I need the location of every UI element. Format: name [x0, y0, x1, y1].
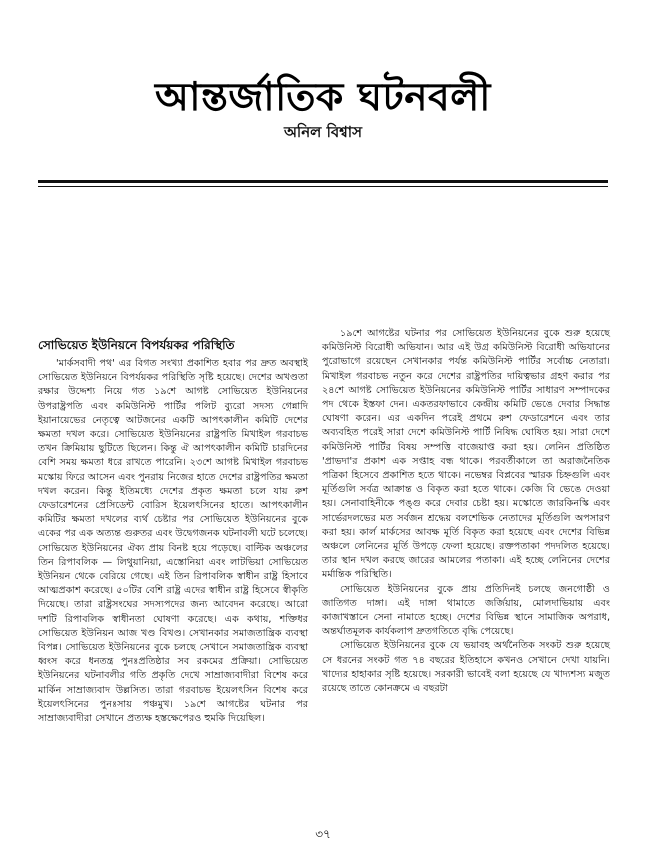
left-column	[38, 337, 308, 726]
body-paragraph: সোভিয়েত ইউনিয়নের বুকে যে ভয়াবহ অর্থনৈতিক সংকট শুরু হয়েছে সে ধরনের সংকট গত ৭৪ বছরের ইতিহাসে কখনও সেখানে দেখা যায়নি। খাদ্যের হাহাকার সৃষ্টি হয়েছে। সরকারী ভাবেই বলা হয়েছে যে খাদ্যশস্য মজুত রয়েছে তাতে কোনক্রমে এ বছরটা	[322, 640, 610, 695]
page-number: ৩৭	[315, 827, 331, 841]
body-paragraph: 'মার্কসবাদী পথ' এর বিগত সংখ্যা প্রকাশিত হবার পর দ্রুত অবস্থাই সোভিয়েত ইউনিয়নে বিপর্যয়কর পরিস্থিতি সৃষ্টি হয়েছে। দেশের অখণ্ডতা রক্ষার উদ্দেশ্য নিয়ে গত ১৯শে আগষ্ট সোভিয়েত ইউনিয়নের উপরাষ্ট্রপতি এবং কমিউনিস্ট পার্টির পলিট ব্যুরো সদস্য গেন্নাদি ইয়ানায়েভের নেতৃত্বে আটজনের একটি আপৎকালীন কমিটি দেশের ক্ষমতা দখল করে। সোভিয়েত ইউনিয়নের রাষ্ট্রপতি মিখাইল গরবাচভ তখন ক্রিমিয়ায় ছুটিতে ছিলেন। কিন্তু ঐ আপৎকালীন কমিটি চারদিনের বেশি সময় ক্ষমতা ধরে রাখতে পারেনি। ২৩শে আগষ্ট মিখাইল গরবাচভ মস্কোয় ফিরে আসেন এবং পুনরায় নিজের হাতে দেশের রাষ্ট্রপতির ক্ষমতা দখল করেন। কিন্তু ইতিমধ্যে দেশের প্রকৃত ক্ষমতা চলে যায় রুশ ফেডারেশনের প্রেসিডেন্ট বোরিস ইয়েলৎসিনের হাতে। আপৎকালীন কমিটির ক্ষমতা দখলের ব্যর্থ চেষ্টার পর সোভিয়েত ইউনিয়নের বুকে একের পর এক অত্যন্ত গুরুতর এবং উদ্বেগজনক ঘটনাবলী ঘটে চলেছে। সোভিয়েত ইউনিয়নের ঐক্য প্রায় বিনষ্ট হয়ে পড়েছে। বাল্টিক অঞ্চলের তিন রিপাবলিক — লিথুয়ানিয়া, এস্তোনিয়া এবং লাটভিয়া সোভিয়েত ইউনিয়ন থেকে বেরিয়ে গেছে। এই তিন রিপাবলিক স্বাধীন রাষ্ট্র হিসাবে আত্মপ্রকাশ করেছে। ৫০টির বেশি রাষ্ট্র এদের স্বাধীন রাষ্ট্র হিসেবে স্বীকৃতি দিয়েছে। তারা রাষ্ট্রসংঘের সদস্যপদের জন্য আবেদন করেছে। আরো দশটি রিপাবলিক স্বাধীনতা ঘোষণা করেছে। এক কথায়, শক্তিধর সোভিয়েত ইউনিয়ন আজ খণ্ড বিখণ্ড। সেখানকার সমাজতান্ত্রিক ব্যবস্থা বিপন্ন। সোভিয়েত ইউনিয়নের বুকে চলছে সেখানে সমাজতান্ত্রিক ব্যবস্থা ধ্বংস করে ধনতন্ত্র পুনঃপ্রতিষ্ঠার সব রকমের প্রক্রিয়া। সোভিয়েত ইউনিয়নের ঘটনাবলীর গতি প্রকৃতি দেখে সাম্রাজ্যবাদীরা বিশেষ করে মার্কিন সাম্রাজ্যবাদ উল্লসিত। তারা গরবাচভ ইয়েলৎসিন বিশেষ করে ইয়েলৎসিনের পুনঃসায় পঞ্চমুখ। ১৯শে আগষ্টের ঘটনার পর সাম্রাজ্যবাদীরা সেখানে প্রত্যক্ষ হস্তক্ষেপেরও হুমকি দিয়েছিল।	[38, 358, 308, 725]
section-heading: সোভিয়েত ইউনিয়নে বিপর্যয়কর পরিস্থিতি	[38, 338, 235, 352]
article-title: আন্তর্জাতিক ঘটনবলী	[155, 75, 491, 120]
right-column	[322, 327, 610, 696]
body-paragraph: ১৯শে আগষ্টের ঘটনার পর সোভিয়েত ইউনিয়নের বুকে শুরু হয়েছে কমিউনিস্ট বিরোধী অভিযান। আর এই উগ্র কমিউনিস্ট বিরোধী অভিযানের পুরোভাগে রয়েছেন সেখানকার পর্যন্ত কমিউনিস্ট পার্টির সর্বোচ্চ নেতারা। মিখাইল গরবাচভ নতুন করে দেশের রাষ্ট্রপতির দায়িত্বভার গ্রহণ করার পর ২৪শে আগষ্ট সোভিয়েত ইউনিয়নের কমিউনিস্ট পার্টির সাধারণ সম্পাদকের পদ থেকে ইস্তফা দেন। একতরফাভাবে কেন্দ্রীয় কমিটি ভেঙে দেবার সিদ্ধান্ত ঘোষণা করেন। এর একদিন পরেই প্রথমে রুশ ফেডারেশনে এবং তার অব্যবহিত পরেই সারা দেশে কমিউনিস্ট পার্টি নিষিদ্ধ ঘোষিত হয়। সারা দেশে কমিউনিস্ট পার্টির বিষয় সম্পত্তি বাজেয়াপ্ত করা হয়। লেনিন প্রতিষ্ঠিত 'প্রাভদা'র প্রকাশ এক সপ্তাহ বন্ধ থাকে। পরবর্তীকালে তা অরাজনৈতিক পত্রিকা হিসেবে প্রকাশিত হতে থাকে। নভেম্বর বিপ্লবের স্মারক চিহ্নগুলি এবং মূর্তিগুলি সর্বত্র আক্রান্ত ও বিকৃত করা হতে থাকে। কেজি বি ভেঙে দেওয়া হয়। সেনাবাহিনীকে পঙ্গু করে দেবার চেষ্টা হয়। মস্কোতে জারকিনস্কি এবং সার্ভেরদলভের মত সর্বজন শ্রদ্ধেয় বলশেভিক নেতাদের মূর্তিগুলি অপসারণ করা হয়। কার্ল মার্কসের আবক্ষ মূর্তি বিকৃত করা হয়েছে এবং দেশের বিভিন্ন অঞ্চলে লেনিনের মূর্তি উপড়ে ফেলা হয়েছে। রক্তপতাকা পদদলিত হয়েছে। তার স্থান দখল করছে জারের আমলের পতাকা। এই হচ্ছে লেনিনের দেশের মর্মান্তিক পরিস্থিতি।	[322, 328, 610, 581]
header-rule-thick	[38, 180, 608, 183]
article-author: অনিল বিশ্বাস	[283, 123, 363, 141]
header-rule-thin	[38, 186, 608, 187]
body-paragraph: সোভিয়েত ইউনিয়নের বুকে প্রায় প্রতিদিনই চলছে জনগোষ্ঠী ও জাতিগত দাঙ্গা। এই দাঙ্গা থামাতে জর্জিয়ায়, মোলদাভিয়ায় এবং কাজাখস্তানে সেনা নামাতে হচ্ছে। দেশের বিভিন্ন স্থানে সামাজিক অপরাধ, অন্তর্ঘাতমূলক কার্যকলাপ দ্রুতগতিতে বৃদ্ধি পেয়েছে।	[322, 583, 610, 638]
